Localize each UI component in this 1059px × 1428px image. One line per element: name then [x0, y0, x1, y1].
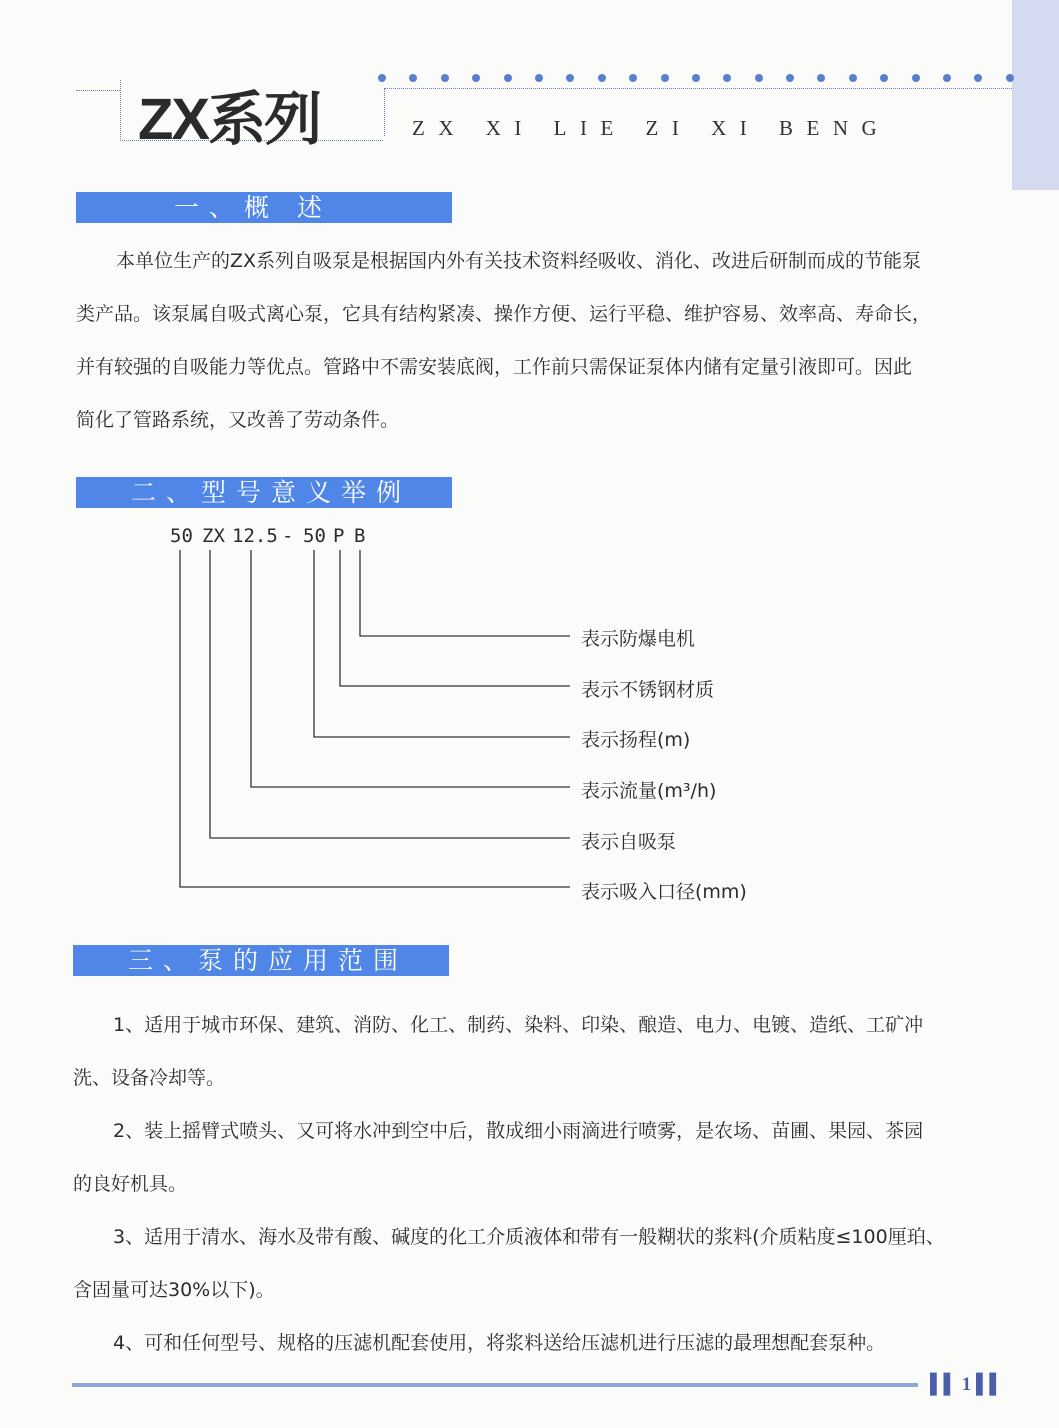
section-heading-applications: 三、泵的应用范围 — [73, 945, 449, 976]
overview-line: 本单位生产的ZX系列自吸泵是根据国内外有关技术资料经吸收、消化、改进后研制而成的节能泵 — [116, 250, 922, 272]
code-part-series: ZX — [202, 525, 225, 547]
pinyin-subtitle: ZX XI LIE ZI XI BENG — [412, 116, 891, 140]
leader-line-diameter — [180, 550, 570, 887]
leader-line-flow — [251, 550, 570, 787]
section-heading-overview: 一、概 述 — [76, 192, 452, 223]
label-stainless-material: 表示不锈钢材质 — [581, 679, 715, 701]
overview-line: 并有较强的自吸能力等优点。管路中不需安装底阀，工作前只需保证泵体内储有定量引液即可。因此 — [76, 356, 913, 378]
applications-text — [73, 999, 1003, 1370]
application-line: 1、适用于城市环保、建筑、消防、化工、制药、染料、印染、酿造、电力、电镀、造纸、工矿冲 — [113, 1014, 924, 1036]
application-line: 洗、设备冷却等。 — [73, 1067, 226, 1089]
leader-line-head — [314, 550, 570, 737]
application-line: 4、可和任何型号、规格的压滤机配套使用，将浆料送给压滤机进行压滤的最理想配套泵种。 — [113, 1332, 886, 1354]
application-line: 的良好机具。 — [73, 1173, 188, 1195]
code-part-material: P — [333, 525, 345, 547]
leader-line-material — [340, 550, 570, 686]
label-inlet-diameter: 表示吸入口径(mm) — [581, 881, 747, 903]
label-flow: 表示流量(m³/h) — [581, 780, 717, 802]
overview-line: 简化了管路系统，又改善了劳动条件。 — [76, 409, 400, 431]
section-heading-model: 二、型号意义举例 — [76, 477, 452, 508]
footer-rule — [72, 1383, 918, 1387]
application-line: 2、装上摇臂式喷头、又可将水冲到空中后，散成细小雨滴进行喷雾，是农场、苗圃、果园、茶园 — [113, 1120, 924, 1142]
code-part-flow: 12.5 — [232, 525, 278, 547]
page-number-bars-left: ▌▌ — [930, 1374, 962, 1395]
page-number-value: 1 — [961, 1374, 972, 1395]
code-part-dash: - — [282, 525, 294, 547]
application-line: 含固量可达30%以下)。 — [73, 1279, 275, 1301]
leader-line-series — [210, 550, 570, 838]
code-part-explosion: B — [354, 525, 366, 547]
overview-line: 类产品。该泵属自吸式离心泵，它具有结构紧凑、操作方便、运行平稳、维护容易、效率高、寿命长， — [76, 303, 932, 325]
page-number — [930, 1374, 1003, 1396]
label-explosion-motor: 表示防爆电机 — [581, 628, 696, 650]
code-part-head: 50 — [303, 525, 326, 547]
leader-line-explosion — [360, 550, 570, 636]
label-head: 表示扬程(m) — [581, 729, 691, 751]
page-number-bars-right: ▌▌ — [971, 1374, 1003, 1395]
application-line: 3、适用于清水、海水及带有酸、碱度的化工介质液体和带有一般糊状的浆料(介质粘度≤100厘珀、 — [113, 1226, 945, 1248]
label-self-priming: 表示自吸泵 — [581, 831, 677, 853]
page-title: ZX系列 — [138, 87, 321, 152]
code-part-diameter: 50 — [170, 525, 193, 547]
